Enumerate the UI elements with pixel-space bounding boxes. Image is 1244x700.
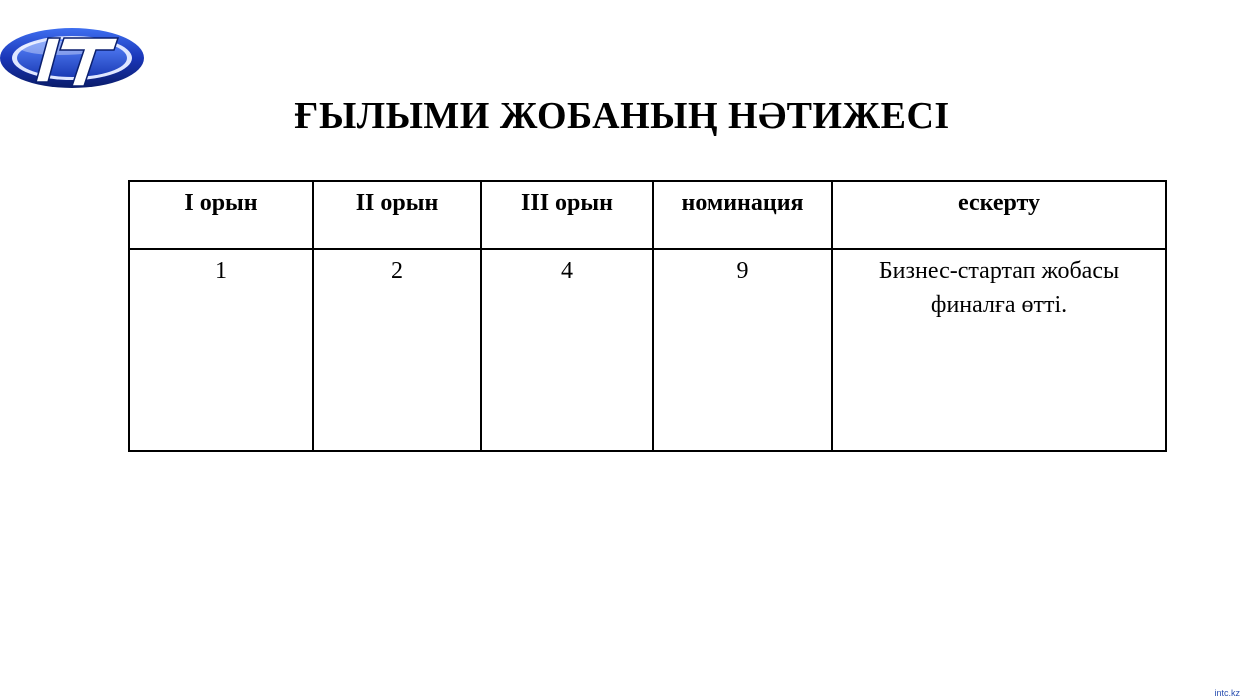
table-header-row bbox=[129, 181, 1166, 249]
cell-nomination: 9 bbox=[653, 249, 832, 451]
page-title: ҒЫЛЫМИ ЖОБАНЫҢ НӘТИЖЕСІ bbox=[294, 95, 950, 137]
header-note: ескерту bbox=[832, 181, 1166, 249]
it-logo-icon bbox=[0, 22, 148, 94]
table-row bbox=[129, 249, 1166, 451]
header-second-place: ІІ орын bbox=[313, 181, 481, 249]
results-table bbox=[128, 180, 1167, 452]
header-third-place: ІІІ орын bbox=[481, 181, 653, 249]
watermark-text: intc.kz bbox=[1214, 688, 1240, 698]
header-nomination: номинация bbox=[653, 181, 832, 249]
cell-first-place: 1 bbox=[129, 249, 313, 451]
header-first-place: І орын bbox=[129, 181, 313, 249]
cell-third-place: 4 bbox=[481, 249, 653, 451]
cell-second-place: 2 bbox=[313, 249, 481, 451]
cell-note: Бизнес-стартап жобасы финалға өтті. bbox=[832, 249, 1166, 451]
